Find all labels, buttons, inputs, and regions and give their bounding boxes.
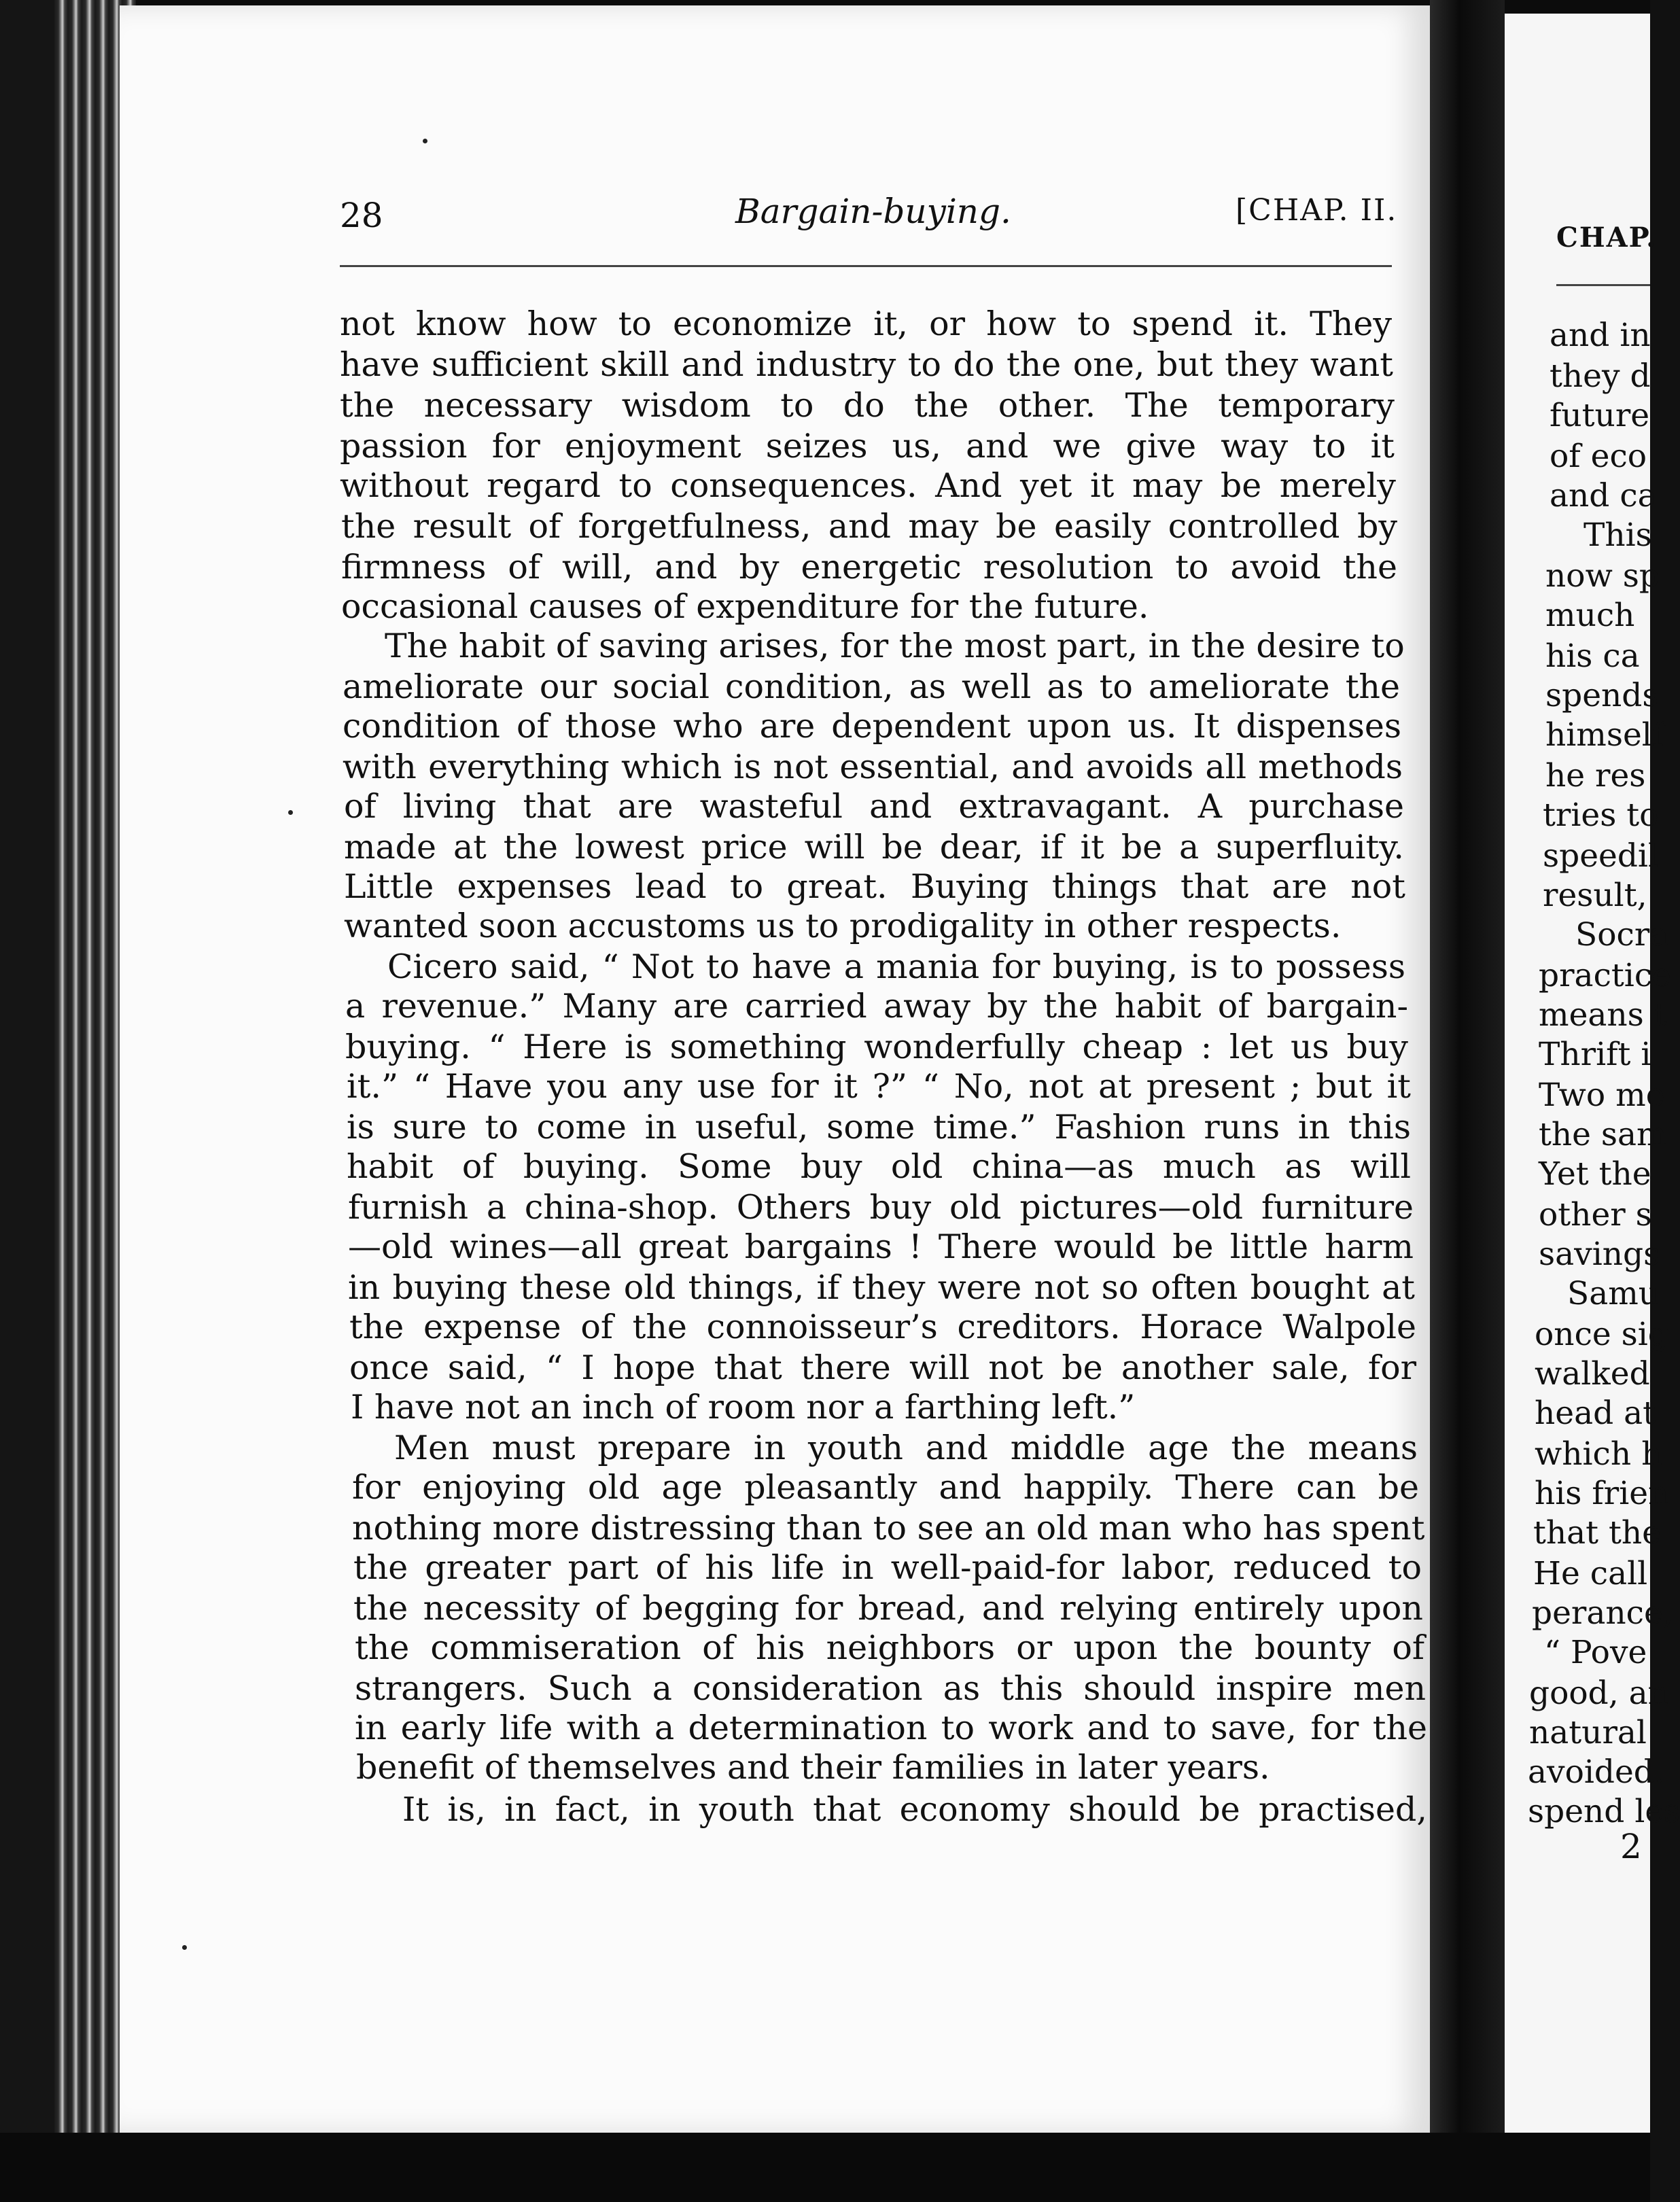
- text-line: the necessity of begging for bread, and relying entirely upon: [353, 1589, 1423, 1628]
- text-line: they d: [1550, 357, 1651, 395]
- text-line: once sig: [1535, 1316, 1668, 1353]
- text-line: Little expenses lead to great. Buying things that are not: [344, 867, 1405, 906]
- text-line: himself: [1545, 716, 1664, 754]
- text-line: once said, “ I hope that there will not be another sale, for: [349, 1348, 1416, 1387]
- text-line: occasional causes of expenditure for the future.: [341, 587, 1149, 626]
- text-line: his frien: [1535, 1475, 1669, 1512]
- text-line: practice: [1539, 957, 1671, 994]
- scan-speck: [288, 810, 293, 815]
- scan-speck: [182, 1945, 187, 1950]
- text-line: Cicero said, “ Not to have a mania for buying, is to possess: [387, 947, 1405, 986]
- text-line: and ca: [1550, 477, 1657, 514]
- text-line: passion for enjoyment seizes us, and we give way to it: [340, 427, 1395, 466]
- text-line: strangers. Such a consideration as this should inspire men: [355, 1669, 1426, 1708]
- scan-speck: [423, 139, 427, 143]
- text-line: benefit of themselves and their families in later years.: [356, 1748, 1270, 1787]
- text-line: he res: [1545, 757, 1646, 794]
- text-line: in early life with a determination to work and to save, for the: [355, 1709, 1427, 1747]
- right-chapter-label: CHAP.: [1556, 222, 1658, 254]
- text-line: wanted soon accustoms us to prodigality in other respects.: [344, 907, 1342, 945]
- text-line: The habit of saving arises, for the most part, in the desire to: [385, 627, 1405, 665]
- text-line: —old wines—all great bargains ! There would be little harm: [348, 1227, 1414, 1266]
- text-line: Yet the: [1539, 1155, 1651, 1193]
- text-line: head at: [1535, 1395, 1656, 1432]
- text-line: savings: [1539, 1236, 1660, 1273]
- book-gutter: [1430, 0, 1505, 2202]
- text-line: spends: [1545, 677, 1659, 714]
- text-line: buying. “ Here is something wonderfully cheap : let us buy: [345, 1028, 1408, 1066]
- text-line: spend les: [1528, 1793, 1680, 1830]
- text-line: the greater part of his life in well-paid-for labor, reduced to: [353, 1548, 1422, 1587]
- text-line: Men must prepare in youth and middle age the means: [394, 1429, 1418, 1467]
- text-line: perance,: [1532, 1594, 1673, 1632]
- text-line: walked: [1535, 1355, 1650, 1393]
- text-line: Two me: [1539, 1077, 1665, 1114]
- text-line: have sufficient skill and industry to do the one, but they want: [340, 345, 1393, 384]
- text-line: without regard to consequences. And yet it may be merely: [340, 466, 1396, 505]
- text-line: the sam: [1539, 1116, 1667, 1153]
- text-line: Socra: [1575, 916, 1669, 954]
- book-cover-edge: [0, 0, 54, 2202]
- running-title: Bargain-buying.: [735, 192, 1011, 231]
- bottom-shadow: [0, 2133, 1650, 2202]
- text-line: a revenue.” Many are carried away by the habit of bargain-: [345, 987, 1408, 1026]
- header-rule: [340, 265, 1392, 267]
- text-line: his ca: [1545, 637, 1640, 675]
- text-line: the result of forgetfulness, and may be easily controlled by: [341, 507, 1397, 546]
- text-line: avoided.: [1528, 1753, 1664, 1791]
- text-line: nothing more distressing than to see an old man who has spent: [352, 1509, 1425, 1548]
- text-line: This: [1583, 517, 1652, 554]
- text-line: Samu: [1567, 1275, 1660, 1312]
- text-line: now sp: [1545, 557, 1660, 595]
- text-line: firmness of will, and by energetic resolution to avoid the: [341, 548, 1397, 587]
- text-line: the necessary wisdom to do the other. The temporary: [340, 386, 1395, 425]
- text-line: for enjoying old age pleasantly and happily. There can be: [352, 1468, 1419, 1507]
- text-line: not know how to economize it, or how to spend it. They: [340, 304, 1392, 343]
- text-line: It is, in fact, in youth that economy should be practised,: [402, 1790, 1427, 1829]
- text-line: “ Pove: [1544, 1634, 1647, 1671]
- text-line: of eco: [1550, 438, 1647, 475]
- text-line: condition of those who are dependent upon us. It dispenses: [343, 707, 1401, 746]
- right-header-rule: [1556, 284, 1650, 286]
- text-line: of living that are wasteful and extravagant. A purchase: [344, 787, 1404, 826]
- text-line: future: [1550, 397, 1650, 434]
- text-line: ameliorate our social condition, as well as to ameliorate the: [343, 667, 1400, 706]
- text-line: it.” “ Have you any use for it ?” “ No, not at present ; but it: [347, 1067, 1411, 1106]
- text-line: furnish a china-shop. Others buy old pictures—old furniture: [348, 1188, 1414, 1227]
- text-line: the commiseration of his neighbors or upon the bounty of: [355, 1628, 1424, 1667]
- page-number: 28: [340, 196, 383, 235]
- text-line: other s: [1539, 1196, 1652, 1234]
- text-line: and in: [1550, 317, 1651, 354]
- text-line: which h: [1535, 1435, 1662, 1473]
- text-line: tries to: [1543, 797, 1659, 834]
- text-line: much: [1545, 597, 1635, 634]
- text-line: the expense of the connoisseur’s creditors. Horace Walpole: [349, 1308, 1416, 1346]
- text-line: made at the lowest price will be dear, if it be a superfluity.: [344, 828, 1404, 867]
- text-line: I have not an inch of room nor a farthing left.”: [351, 1388, 1136, 1427]
- text-line: Thrift i: [1539, 1036, 1651, 1073]
- text-line: good, an: [1529, 1675, 1668, 1712]
- text-line: in buying these old things, if they were not so often bought at: [348, 1268, 1415, 1307]
- chapter-label: [CHAP. II.: [1236, 193, 1398, 228]
- text-line: means t: [1539, 996, 1667, 1034]
- text-line: speedil: [1543, 837, 1658, 875]
- text-line: natural: [1529, 1714, 1647, 1751]
- text-line: is sure to come in useful, some time.” Fashion runs in this: [347, 1108, 1411, 1147]
- text-line: with everything which is not essential, and avoids all methods: [343, 748, 1403, 786]
- text-line: result,: [1543, 877, 1647, 914]
- text-line: that the: [1533, 1514, 1661, 1552]
- text-line: He call: [1533, 1555, 1648, 1592]
- right-page-number-fragment: 2: [1620, 1827, 1642, 1866]
- text-line: habit of buying. Some buy old china—as much as will: [347, 1147, 1411, 1186]
